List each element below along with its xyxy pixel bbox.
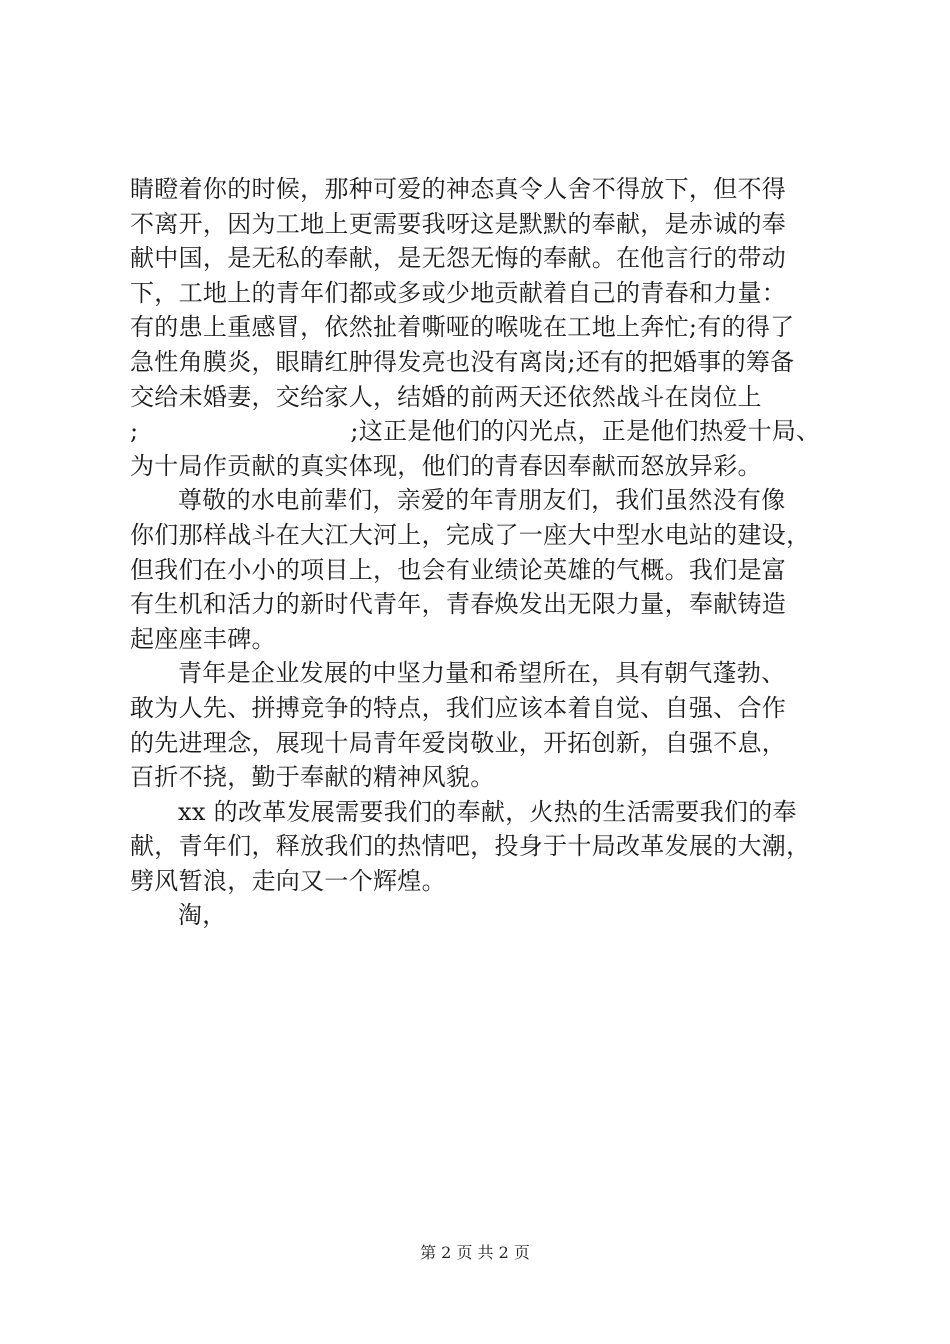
text-line: 下，工地上的青年们都或多或少地贡献着自己的青春和力量： xyxy=(130,278,787,307)
text-line: xx 的改革发展需要我们的奉献，火热的生活需要我们的奉 xyxy=(178,797,797,826)
paragraph-3 xyxy=(130,656,840,794)
text-line: 但我们在小小的项目上，也会有业绩论英雄的气概。我们是富 xyxy=(130,555,787,584)
text-line: 献中国，是无私的奉献，是无怨无悔的奉献。在他言行的带动 xyxy=(130,244,787,273)
text-fragment: ; xyxy=(130,417,139,446)
text-line: 尊敬的水电前辈们，亲爱的年青朋友们，我们虽然没有像 xyxy=(178,486,786,515)
text-line: 献，青年们，释放我们的热情吧，投身于十局改革发展的大潮， xyxy=(130,832,811,861)
text-line: 起座座丰碑。 xyxy=(130,624,276,653)
text-line: 你们那样战斗在大江大河上，完成了一座大中型水电站的建设， xyxy=(130,520,811,549)
paragraph-1 xyxy=(130,172,840,483)
text-line: 为十局作贡献的真实体现，他们的青春因奉献而怒放异彩。 xyxy=(130,451,762,480)
text-fragment: ;这正是他们的闪光点，正是他们热爱十局、 xyxy=(350,417,821,446)
text-line: 交给未婚妻，交给家人，结婚的前两天还依然战斗在岗位上 xyxy=(130,382,762,411)
text-line: 不离开，因为工地上更需要我呀这是默默的奉献，是赤诚的奉 xyxy=(130,209,787,238)
text-line-with-gap xyxy=(130,414,840,449)
text-line: 急性角膜炎，眼睛红肿得发亮也没有离岗;还有的把婚事的筹备 xyxy=(130,347,795,376)
text-line: 劈风暂浪，走向又一个辉煌。 xyxy=(130,866,446,895)
text-line: 有的患上重感冒，依然扯着嘶哑的喉咙在工地上奔忙;有的得了 xyxy=(130,313,795,342)
text-line: 有生机和活力的新时代青年，青春焕发出无限力量，奉献铸造 xyxy=(130,590,787,619)
paragraph-5 xyxy=(130,898,840,933)
document-body xyxy=(130,172,840,933)
page-footer: 第 2 页 共 2 页 xyxy=(420,1243,530,1262)
text-line: 的先进理念，展现十局青年爱岗敬业，开拓创新，自强不息， xyxy=(130,728,787,757)
paragraph-2 xyxy=(130,483,840,656)
paragraph-4 xyxy=(130,795,840,899)
text-line: 敢为人先、拼搏竞争的特点，我们应该本着自觉、自强、合作 xyxy=(130,693,787,722)
text-line: 百折不挠，勤于奉献的精神风貌。 xyxy=(130,763,495,792)
text-line: 睛瞪着你的时候，那种可爱的神态真令人舍不得放下，但不得 xyxy=(130,175,787,203)
text-line: 青年是企业发展的中坚力量和希望所在，具有朝气蓬勃、 xyxy=(178,659,786,688)
text-line: 淘， xyxy=(178,901,227,930)
